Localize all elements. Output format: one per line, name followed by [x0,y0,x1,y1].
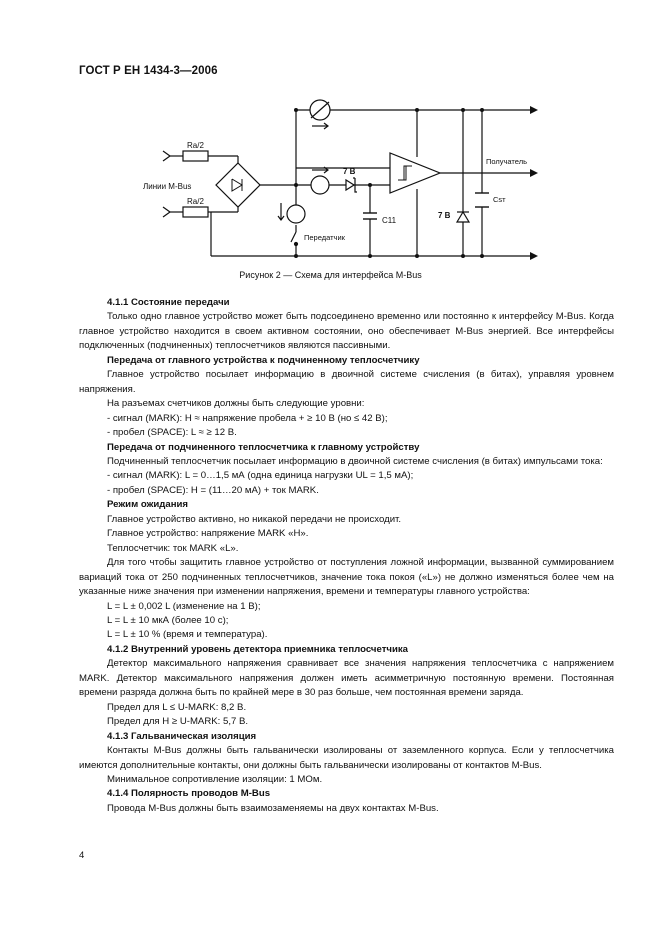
paragraph: Подчиненный теплосчетчик посылает информацию в двоичной системе счисления (в битах) импульсами тока: [107,455,603,467]
section-4-1-1-title: 4.1.1 Состояние передачи [107,297,230,308]
paragraph: Главное устройство посылает информацию в двоичной системе счисления (в битах), управляя уровнем напряжения. [79,369,614,395]
paragraph: Предел для H ≥ U-MARK: 5,7 В. [107,716,249,728]
list-item: - сигнал (MARK): L = 0…1,5 мА (одна единица нагрузки UL = 1,5 мА); [107,470,414,482]
list-item: - пробел (SPACE): H = (11…20 мА) + ток MARK. [107,484,319,496]
label-ra-top: Ra/2 [187,141,204,150]
figure-caption: Рисунок 2 — Схема для интерфейса M-Bus [239,270,422,280]
paragraph: Главное устройство активно, но никакой передачи не происходит. [107,513,402,525]
list-item: - пробел (SPACE): L ≈ ≥ 12 В. [107,427,237,439]
paragraph: Провода M-Bus должны быть взаимозаменяемы на двух контактах M-Bus. [107,802,439,814]
label-receiver: Получатель [486,157,527,166]
m-bus-interface-schematic [0,0,661,270]
subheading-slave-to-master: Передача от подчиненного теплосчетчика к главному устройству [107,441,420,453]
page-number: 4 [79,850,85,861]
list-item: L = L ± 10 % (время и температура). [107,629,268,641]
paragraph: Только одно главное устройство может быть подсоединено временно или постоянно к интерфейсу M-Bus. Когда главное устройство находится в своем активном состоянии, оно обеспечивает M-Bus энергией. Все интерфейсы подключенных (подчиненных) теплосчетчиков являются пассивными. [79,311,614,352]
label-zener-7v-top: 7 В [343,167,356,176]
label-transmitter: Передатчик [304,233,345,242]
section-4-1-3-title: 4.1.3 Гальваническая изоляция [107,730,257,742]
label-c11: C11 [382,216,397,225]
paragraph: Детектор максимального напряжения сравнивает все значения напряжения теплосчетчика с напряжением MARK. Детектор максимального напряжения должен иметь асимметричную постоянную времени. Постоянная времени разряда должна быть по крайней мере в 30 раз больше, чем постоянная времени заряда. [79,658,614,699]
label-zener-7v-right: 7 В [438,211,451,220]
section-4-1-4-title: 4.1.4 Полярность проводов M-Bus [107,788,271,800]
document-header: ГОСТ Р ЕН 1434-3—2006 [79,65,218,77]
paragraph: Для того чтобы защитить главное устройство от поступления ложной информации, вызванной суммированием вариаций тока от 250 подчиненных теплосчетчиков, значение тока покоя («L») не должно изменяться более чем на указанные ниже значения при изменении напряжения, времени и температуры главного устройства: [79,557,614,598]
subheading-master-to-slave: Передача от главного устройства к подчиненному теплосчетчику [107,354,420,366]
list-item: L = L ± 10 мкА (более 10 с); [107,614,229,626]
paragraph: Минимальное сопротивление изоляции: 1 МОм. [107,773,323,785]
label-cst: Сsт [493,195,506,204]
label-mbus-lines: Линии M-Bus [143,182,192,191]
list-item: - сигнал (MARK): H ≈ напряжение пробела + ≥ 10 В (но ≤ 42 В); [107,412,388,424]
paragraph: Главное устройство: напряжение MARK «H». [107,528,309,540]
document-body [79,296,614,816]
label-ra-bottom: Ra/2 [187,197,204,206]
section-4-1-2-title: 4.1.2 Внутренний уровень детектора приемника теплосчетчика [107,643,408,655]
paragraph: Контакты M-Bus должны быть гальванически изолированы от заземленного корпуса. Если у теплосчетчика имеются дополнительные контакты, они должны быть гальванически изолированы от контактов M-Bus. [79,745,614,771]
paragraph: Теплосчетчик: ток MARK «L». [107,542,239,554]
paragraph: На разъемах счетчиков должны быть следующие уровни: [107,398,365,410]
list-item: L = L ± 0,002 L (изменение на 1 В); [107,600,261,612]
paragraph: Предел для L ≤ U-MARK: 8,2 В. [107,701,247,713]
subheading-standby: Режим ожидания [107,499,188,511]
